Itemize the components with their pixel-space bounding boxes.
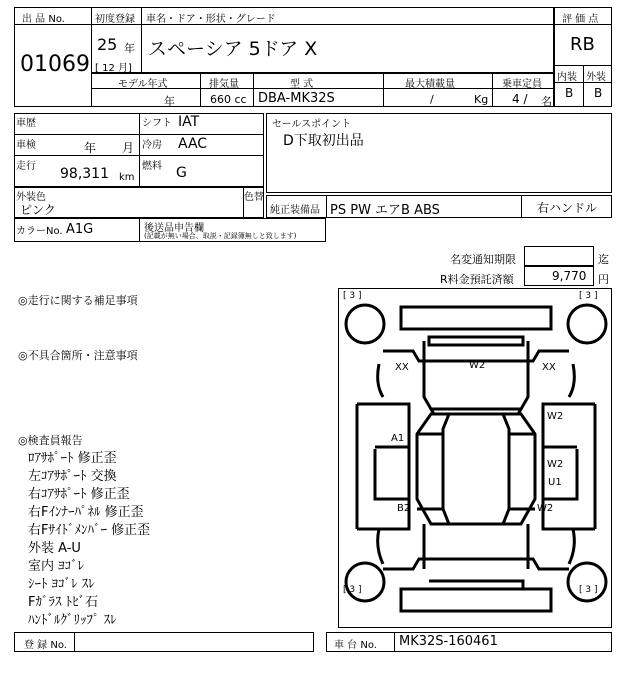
interior-score: B <box>565 86 574 100</box>
interior-label: 内装 <box>557 72 577 83</box>
first-reg-year-unit: 年 <box>124 42 135 55</box>
inspector-line-6: 外装 A-U <box>28 541 81 556</box>
model-year-unit: 年 <box>164 95 175 108</box>
tire-front-left <box>346 305 384 343</box>
chassis-label: 車 台 No. <box>334 640 377 651</box>
capacity-value: 4 / <box>512 92 528 106</box>
lot-number: 01069 <box>20 52 90 77</box>
reg-no-label: 登 録 No. <box>24 640 67 651</box>
fuel-label: 燃料 <box>142 161 162 172</box>
recolor-label: 色替 <box>244 192 264 203</box>
max-load-label: 最大積載量 <box>405 79 455 90</box>
model-year-label: モデル年式 <box>118 79 168 90</box>
mileage-unit: km <box>119 172 135 183</box>
inspector-line-8: ｼｰﾄ ﾖｺﾞﾚ ｽﾚ <box>28 577 95 592</box>
mark-w2-right-front: W2 <box>547 411 564 422</box>
defects-title: ◎不具合箇所・注意事項 <box>18 349 138 362</box>
post-declare-label: 後送品申告欄 <box>144 223 204 234</box>
mark-xx-right: XX <box>542 362 556 373</box>
score-value: RB <box>570 34 595 55</box>
inspector-line-1: ﾛｱｻﾎﾟｰﾄ 修正歪 <box>28 451 117 466</box>
tire-front-right <box>568 305 606 343</box>
displacement-label: 排気量 <box>209 79 239 90</box>
color-no-label: カラーNo. <box>16 226 63 237</box>
max-load-sep: / <box>430 93 434 106</box>
inspection-year: 年 <box>84 141 97 155</box>
displacement: 660 cc <box>210 93 247 106</box>
ac-value: AAC <box>178 136 208 152</box>
color-label: 外装色 <box>16 192 46 203</box>
tire-rear-right <box>568 563 606 601</box>
ac-label: 冷房 <box>142 140 162 151</box>
capacity-unit: 名 <box>541 95 552 108</box>
tire-rear-left <box>346 563 384 601</box>
first-reg-label: 初度登録 <box>95 14 135 25</box>
mark-b2: B2 <box>397 503 411 514</box>
notice-label: 名変通知期限 <box>450 253 516 266</box>
tire-mark-fr: [ 3 ] <box>579 291 598 301</box>
color-no-value: A1G <box>66 222 94 237</box>
score-label: 評 価 点 <box>562 14 599 25</box>
first-reg-year: 25 <box>97 35 118 54</box>
chassis-value: MK32S-160461 <box>399 634 498 649</box>
shift-label: シフト <box>142 118 172 129</box>
color-value: ピンク <box>20 203 56 217</box>
first-reg-month: [ 12 月] <box>95 63 132 74</box>
equipment-label: 純正装備品 <box>270 205 320 216</box>
driving-remarks-title: ◎走行に関する補足事項 <box>18 294 138 307</box>
inspector-line-9: Fｶﾞﾗｽ ﾄﾋﾞ石 <box>28 595 99 610</box>
inspection-label: 車検 <box>16 140 36 151</box>
exterior-score: B <box>594 86 603 100</box>
inspector-line-10: ﾊﾝﾄﾞﾙｸﾞﾘｯﾌﾟ ｽﾚ <box>28 613 117 628</box>
inspector-line-3: 右ｺｱｻﾎﾟｰﾄ 修正歪 <box>28 487 130 502</box>
mileage-value: 98,311 <box>60 166 109 182</box>
mark-u1: U1 <box>548 477 562 488</box>
lot-no-label: 出 品 No. <box>22 14 65 25</box>
car-name-label: 車名・ドア・形状・グレード <box>146 14 276 25</box>
inspector-title: ◎検査員報告 <box>18 434 83 447</box>
notice-unit: 迄 <box>598 253 609 266</box>
tire-mark-rr: [ 3 ] <box>579 585 598 595</box>
shift-value: IAT <box>178 114 200 130</box>
inspection-month: 月 <box>122 141 135 155</box>
type-label: 型 式 <box>290 79 314 90</box>
inspector-line-5: 右Fｻｲﾄﾞﾒﾝﾊﾞｰ 修正歪 <box>28 523 151 538</box>
mark-xx-left: XX <box>395 362 409 373</box>
recycle-value: 9,770 <box>552 269 587 283</box>
type-value: DBA-MK32S <box>258 91 335 106</box>
inspector-line-4: 右Fｲﾝﾅｰﾊﾟﾈﾙ 修正歪 <box>28 505 144 520</box>
mark-w2-top: W2 <box>469 360 486 371</box>
tire-mark-fl: [ 3 ] <box>343 291 362 301</box>
mark-a1: A1 <box>391 433 405 444</box>
tire-mark-rl: [ 3 ] <box>343 585 362 595</box>
sales-point-value: D下取初出品 <box>283 133 364 149</box>
recycle-label: R料金預託済額 <box>440 273 514 286</box>
steering-value: 右ハンドル <box>537 201 598 215</box>
mileage-label: 走行 <box>16 161 36 172</box>
post-declare-note: (記載が無い場合、取説・記録簿無しと致します) <box>144 232 297 240</box>
inspector-line-2: 左ｺｱｻﾎﾟｰﾄ 交換 <box>28 469 117 484</box>
fuel-value: G <box>176 165 187 181</box>
recycle-unit: 円 <box>598 273 609 286</box>
history-label: 車歴 <box>16 118 36 129</box>
inspector-line-7: 室内 ﾖｺﾞﾚ <box>28 559 85 574</box>
mark-w2-right-rear: W2 <box>537 503 554 514</box>
car-diagram <box>338 288 612 628</box>
mark-w2-right-mid: W2 <box>547 459 564 470</box>
sales-point-label: セールスポイント <box>272 119 352 130</box>
exterior-label: 外装 <box>586 72 606 83</box>
car-diagram-drawing <box>339 289 613 629</box>
equipment-value: PS PW エアB ABS <box>330 203 440 218</box>
car-name: スペーシア 5ドア X <box>148 38 318 60</box>
max-load-unit: Kg <box>474 93 489 106</box>
notice-box <box>524 246 594 266</box>
capacity-label: 乗車定員 <box>502 79 542 90</box>
